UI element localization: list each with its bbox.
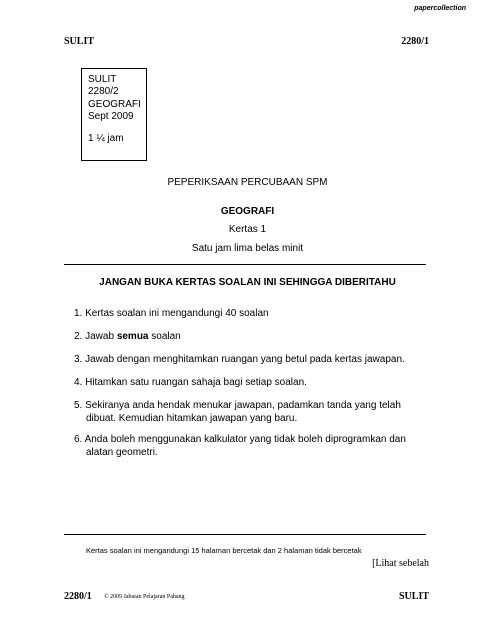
instruction-2-emphasis: semua — [116, 331, 149, 342]
header-code: 2280/1 — [401, 36, 429, 47]
footer-code: 2280/1 — [64, 591, 92, 602]
divider-bottom — [64, 534, 426, 535]
warning-text: JANGAN BUKA KERTAS SOALAN INI SEHINGGA DIBERITAHU — [99, 277, 396, 288]
subject-title: GEOGRAFI — [220, 206, 275, 217]
info-duration: 1 ¼ jam — [88, 133, 124, 145]
exam-title: PEPERIKSAAN PERCUBAAN SPM — [167, 177, 328, 188]
duration-text: Satu jam lima belas minit — [191, 243, 304, 254]
instruction-6 — [74, 434, 434, 459]
instruction-2-post: soalan — [148, 331, 181, 342]
info-sulit: SULIT — [88, 74, 117, 85]
header-sulit: SULIT — [64, 36, 95, 47]
instruction-6-line1: 6. Anda boleh menggunakan kalkulator yang tidak boleh diprogramkan dan — [74, 434, 406, 445]
instruction-5-line1: 5. Sekiranya anda hendak menukar jawapan, padamkan tanda yang telah — [74, 400, 401, 411]
divider-top — [64, 264, 426, 265]
instruction-4: 4. Hitamkan satu ruangan sahaja bagi setiap soalan. — [74, 377, 307, 388]
instruction-1: 1. Kertas soalan ini mengandungi 40 soalan — [74, 308, 269, 319]
page-count-note: Kertas soalan ini mengandungi 15 halaman bercetak dan 2 halaman tidak bercetak — [86, 546, 362, 555]
paper-number: Kertas 1 — [228, 224, 267, 235]
instruction-5-line2: dibuat. Kemudian hitamkan jawapan yang baru. — [86, 412, 298, 424]
footer-sulit: SULIT — [398, 591, 429, 602]
info-box — [81, 68, 147, 161]
footer-copyright: © 2009 Jabatan Pelajaran Pahang — [104, 594, 185, 600]
info-subject: GEOGRAFI — [88, 98, 141, 110]
watermark: papercollection — [414, 5, 466, 12]
see-next-page: [Lihat sebelah — [372, 558, 429, 569]
instruction-2-pre: 2. Jawab — [74, 331, 117, 342]
instruction-5 — [74, 400, 434, 425]
instruction-6-line2: alatan geometri. — [86, 446, 158, 458]
info-date: Sept 2009 — [88, 110, 134, 122]
instruction-2 — [74, 331, 434, 344]
info-code: 2280/2 — [88, 86, 119, 98]
instruction-3: 3. Jawab dengan menghitamkan ruangan yang betul pada kertas jawapan. — [74, 354, 405, 365]
